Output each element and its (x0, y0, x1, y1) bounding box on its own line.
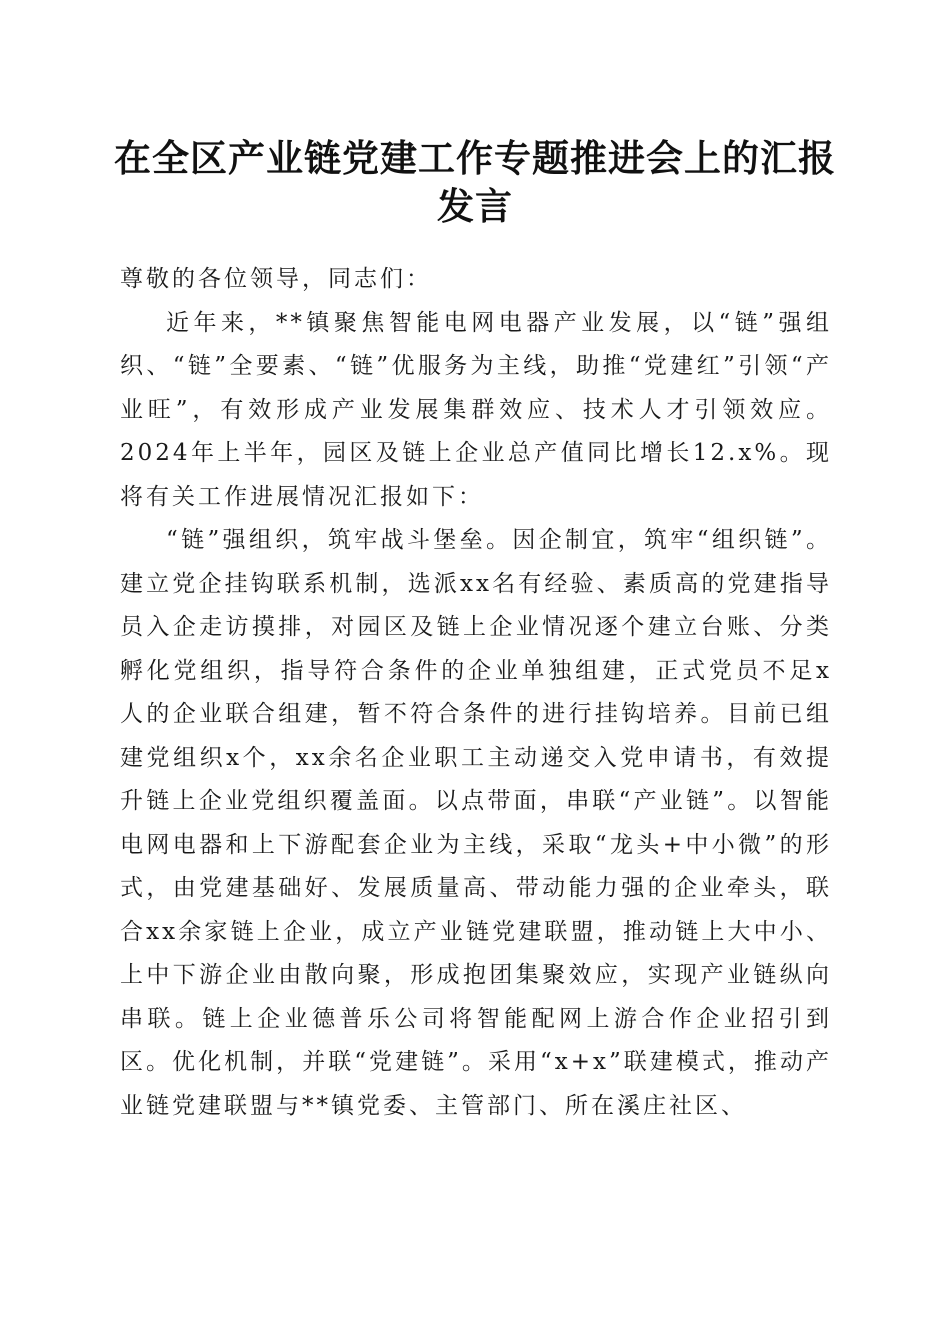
salutation: 尊敬的各位领导，同志们： (120, 266, 432, 292)
paragraph-intro: 近年来，**镇聚焦智能电网电器产业发展，以“链”强组织、“链”全要素、“链”优服务为主线，助推“党建红”引领“产业旺”，有效形成产业发展集群效应、技术人才引领效应。2024年上半年，园区及链上企业总产值同比增长12.x%。现将有关工作进展情况汇报如下： (120, 309, 832, 510)
paragraph-organization-chain: “链”强组织，筑牢战斗堡垒。因企制宜，筑牢“组织链”。建立党企挂钩联系机制，选派xx名有经验、素质高的党建指导员入企走访摸排，对园区及链上企业情况逐个建立台账、分类孵化党组织，指导符合条件的企业单独组建，正式党员不足x人的企业联合组建，暂不符合条件的进行挂钩培养。目前已组建党组织x个，xx余名企业职工主动递交入党申请书，有效提升链上企业党组织覆盖面。以点带面，串联“产业链”。以智能电网电器和上下游配套企业为主线，采取“龙头+中小微”的形式，由党建基础好、发展质量高、带动能力强的企业牵头，联合xx余家链上企业，成立产业链党建联盟，推动链上大中小、上中下游企业由散向聚，形成抱团集聚效应，实现产业链纵向串联。链上企业德普乐公司将智能配网上游合作企业招引到区。优化机制，并联“党建链”。采用“x+x”联建模式，推动产业链党建联盟与**镇党委、主管部门、所在溪庄社区、 (120, 527, 832, 1119)
document-body (120, 258, 832, 1128)
document-title: 在全区产业链党建工作专题推进会上的汇报发言 (114, 136, 836, 228)
